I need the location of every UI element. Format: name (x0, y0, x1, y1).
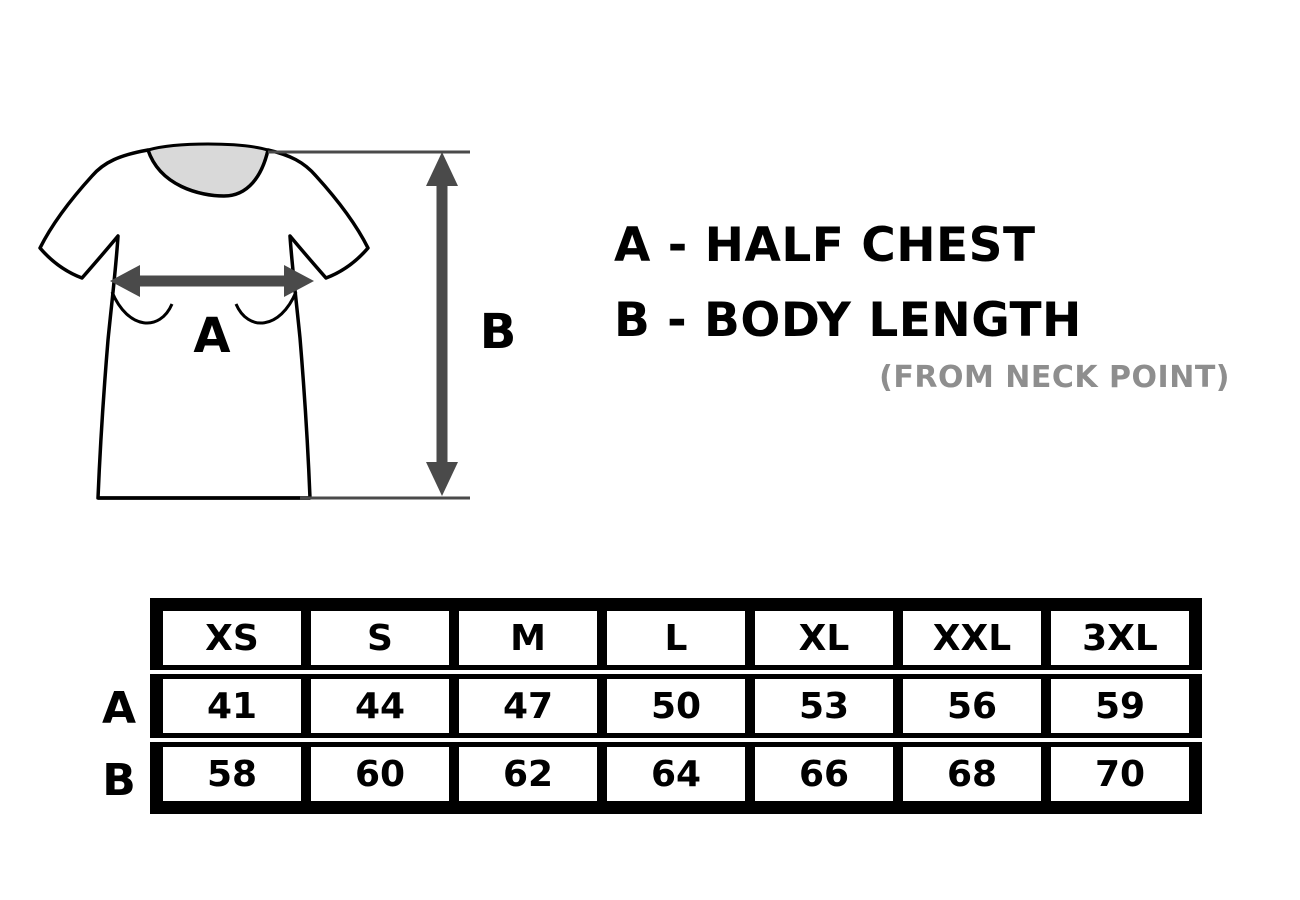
legend-note: (FROM NECK POINT) (879, 360, 1230, 395)
table-cell: 68 (898, 742, 1046, 806)
table-row-a (88, 674, 1202, 742)
table-header-cell: 3XL (1046, 606, 1194, 670)
table-cell: 62 (454, 742, 602, 806)
label-b: B (479, 304, 517, 360)
label-a: A (193, 308, 231, 364)
table-header-cell: L (602, 606, 750, 670)
table-row-b (88, 742, 1202, 818)
row-a-frame (150, 674, 1202, 738)
table-cell: 59 (1046, 674, 1194, 738)
header-inner-table (158, 606, 1194, 670)
row-b-frame (150, 742, 1202, 814)
table-cell: 60 (306, 742, 454, 806)
header-frame (150, 598, 1202, 670)
table-cell: 53 (750, 674, 898, 738)
row-a-inner-table (158, 674, 1194, 738)
legend-half-chest: A - HALF CHEST (614, 218, 1036, 273)
table-header-cell: XXL (898, 606, 1046, 670)
legend-body-length: B - BODY LENGTH (614, 293, 1082, 348)
table-cell: 41 (158, 674, 306, 738)
size-chart-table (88, 598, 1202, 818)
size-chart (88, 598, 1202, 818)
row-label-b: B (88, 742, 150, 818)
table-cell: 56 (898, 674, 1046, 738)
table-cell: 44 (306, 674, 454, 738)
table-cell: 50 (602, 674, 750, 738)
table-header-cell: XL (750, 606, 898, 670)
row-a-cells (150, 674, 1202, 742)
tshirt-svg (0, 0, 560, 560)
legend (614, 218, 1234, 395)
table-cell: 66 (750, 742, 898, 806)
table-cell: 70 (1046, 742, 1194, 806)
table-cell: 58 (158, 742, 306, 806)
tshirt-measurement-illustration (0, 0, 560, 560)
table-header-cell: S (306, 606, 454, 670)
row-label-a: A (88, 674, 150, 742)
table-header-cells (150, 598, 1202, 674)
table-header-row (88, 598, 1202, 674)
row-b-inner-table (158, 742, 1194, 806)
row-b-cells (150, 742, 1202, 818)
table-header-cell: XS (158, 606, 306, 670)
table-cell: 47 (454, 674, 602, 738)
table-header-cell: M (454, 606, 602, 670)
table-corner-spacer (88, 598, 150, 674)
table-cell: 64 (602, 742, 750, 806)
